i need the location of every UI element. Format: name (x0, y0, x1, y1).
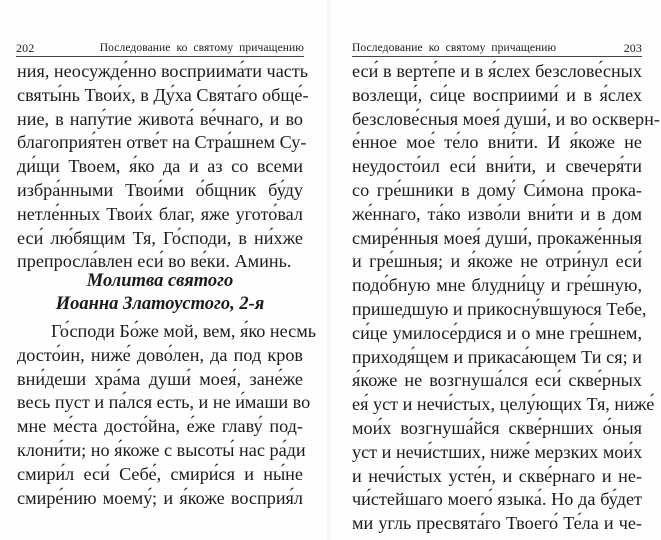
text-line: смире́нныя моея́ души́, прокаже́нныя (352, 227, 642, 248)
page-number: 203 (623, 41, 642, 55)
text-line: вни́деши хра́ма души́ моея́, зане́же (17, 368, 303, 389)
text-line: избра́нными Твои́ми о́бщник бу́ду (17, 179, 303, 200)
text-line: ея́ уст и нечи́стых, целу́ющих Тя, ниже́ (352, 394, 655, 415)
text-line: я́коже не возгнуша́лся еси́ скве́рных (352, 370, 642, 391)
running-head-title: Последование ко святому причащению (99, 42, 304, 54)
text-line: нетле́нных Твои́х благ, яже угото́вал (17, 203, 303, 224)
running-head-left (16, 40, 304, 57)
text-line: святы́нь Твои́х, в Ду́ха Свята́го обще́- (17, 84, 309, 105)
text-line: мои́х возгнуша́йся скве́рнших о́ныя (352, 417, 642, 438)
text-line: Го́споди Бо́же мой, вем, я́ко несмь (51, 321, 317, 341)
prayer-title-line: Молитва святого (86, 271, 234, 291)
paragraph-continuation (17, 60, 309, 274)
text-line: клони́ти; но я́коже с высоты́ нас ра́ди (17, 439, 306, 460)
text-line: препросла́влен еси́ во ве́ки. Аминь. (17, 251, 292, 272)
running-head-title: Последование ко святому причащению (352, 42, 557, 54)
text-line: уст и нечи́стших, ниже́ мерзких мои́х (352, 441, 643, 462)
text-line: е́нное мое́ те́ло вни́ти. И я́коже не (352, 132, 642, 153)
prayer-paragraph-continued (352, 60, 660, 536)
prayer-title-line: Иоанна Златоустого, 2-я (55, 294, 265, 314)
text-line: ние, в напу́тие живота́ ве́чнаго, и во (17, 108, 303, 129)
text-line: чи́стейшаго моего́ языка́. Но да бу́дет (352, 489, 642, 510)
text-line: со гре́шники в дому́ Си́мона прока- (352, 179, 642, 200)
page-number: 202 (16, 41, 35, 55)
text-line: смири́л еси́ Себе́, смири́ся и ны́не (17, 463, 303, 484)
prayer-title (17, 270, 303, 316)
text-line: безслове́сныя моея́ души́, и во оскверн- (352, 108, 660, 129)
text-line: еси́ лю́бящим Тя, Го́споди, в ни́хже (17, 227, 303, 248)
text-line: и гре́шныя; и я́коже не отри́нул еси́ (352, 251, 642, 272)
text-line: ния, неосужде́нно восприима́ти часть (17, 61, 309, 81)
text-line: пришедшую и прикосну́вшуюся Тебе, (352, 298, 647, 319)
text-line: смире́нию моему́; и я́коже восприя́л (17, 487, 303, 508)
text-line: весь пуст и па́лся есть, и не и́маши во (17, 392, 311, 413)
text-line: возлещи́, си́це восприими́ и в я́слех (352, 84, 642, 105)
left-page (0, 0, 330, 540)
text-line: ди́щи Твоем, я́ко да и аз со всеми (17, 156, 303, 177)
text-line: благоприя́тен отве́т на Стра́шнем Су- (17, 132, 307, 153)
text-line: мне ме́ста досто́йна, е́же главу́ под- (17, 416, 303, 437)
text-line: подо́бную мне блудни́цу и гре́шную, (352, 275, 642, 296)
running-head-right (352, 40, 642, 57)
text-line: приходя́щем и прикаса́ющем Ти ся; и (352, 346, 642, 367)
text-line: ми угль пресвята́го Твоего́ Те́ла и че- (352, 513, 642, 534)
text-line: еси́ в верте́пе и в я́слех безслове́сных (352, 61, 642, 81)
text-line: и нечи́стых усте́н, и скве́рнаго и не- (352, 465, 642, 486)
text-line: же́ннаго, та́ко изво́ли вни́ти и в дом (352, 203, 642, 224)
text-line: досто́ин, ниже́ дово́лен, да под кров (17, 344, 303, 365)
text-line: си́це умилосе́рдися и о мне гре́шнем, (352, 322, 642, 343)
text-line: неудосто́ил еси́ вни́ти, и свечеря́ти (352, 156, 642, 177)
prayer-paragraph (17, 320, 317, 510)
right-page (330, 0, 661, 540)
